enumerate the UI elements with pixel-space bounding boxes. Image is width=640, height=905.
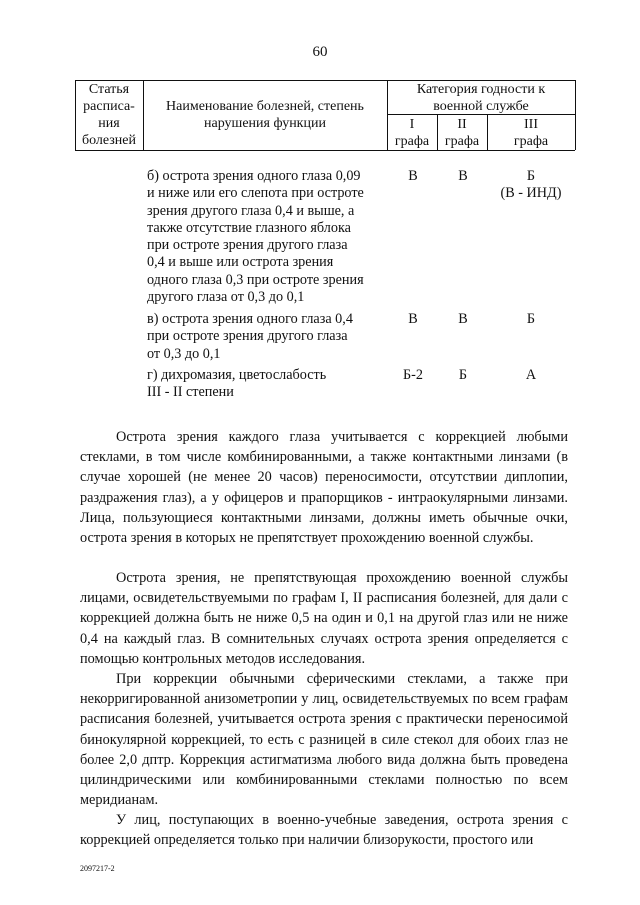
table-row-v-grade-1: В (408, 311, 418, 327)
paragraph-correction: Острота зрения каждого глаза учитывается с коррекцией любыми стеклами, в том числе комбинированными, а также контактными линзами (в случае хорошей (не менее 20 часов) переносимости, отсутствии диплопии, раздражения глаз), а у офицеров и прапорщиков - интраокулярными линзами. Лица, пользующиеся контактными линзами, должны иметь обычные очки, острота зрения в которых не препятствует прохождению военной службы. (80, 429, 568, 547)
paragraph-military-schools: У лиц, поступающих в военно-учебные заведения, острота зрения с коррекцией определяется только при наличии близорукости, простого или (80, 812, 568, 849)
header-article: Статья расписа- ния болезней (81, 82, 137, 148)
table-row-b-grade-2: В (458, 168, 468, 184)
header-column-2: II графа (444, 117, 480, 149)
table-row-v-grade-3: Б (526, 311, 536, 327)
header-column-3: III графа (513, 117, 549, 149)
table-row-b-grade-3: Б (В - ИНД) (500, 168, 562, 202)
paragraph-spherical-correction: При коррекции обычными сферическими стеклами, а также при некорригированной анизометропии у лиц, освидетельствуемых по всем графам расписания болезней, учитывается острота зрения с практически переносимой бинокулярной коррекцией, то есть с разницей в силе стекол для обоих глаз не более 2,0 дптр. Коррекция астигматизма любого вида должна быть проведена цилиндрическими или комбинированными стеклами полностью по всем меридианам. (80, 671, 568, 809)
document-code: 2097217-2 (80, 864, 115, 873)
table-right-border (575, 80, 576, 150)
header-column-1: I графа (394, 117, 430, 149)
table-header (75, 80, 575, 151)
table-row-g-grade-1: Б-2 (403, 367, 423, 383)
table-row-b-grade-1: В (408, 168, 418, 184)
table-row-g-grade-3: А (525, 367, 537, 383)
table-row-g-grade-2: Б (458, 367, 468, 383)
table-row-g-name: г) дихромазия, цветослабость III - II степени (147, 367, 327, 401)
header-name: Наименование болезней, степень нарушения функции (166, 99, 364, 131)
paragraph-acuity-requirements: Острота зрения, не препятствующая прохождению военной службы лицами, освидетельствуемыми по графам I, II расписания болезней, для дали с коррекцией должна быть не ниже 0,5 на один и 0,1 на другой глаз или не ниже 0,4 на каждый глаз. В сомнительных случаях острота зрения определяется с помощью контрольных методов исследования. (80, 570, 568, 667)
page-number: 60 (312, 44, 328, 60)
table-row-v-name: в) острота зрения одного глаза 0,4 при остроте зрения другого глаза от 0,3 до 0,1 (147, 311, 353, 362)
table-row-b-name: б) острота зрения одного глаза 0,09 и ниже или его слепота при остроте зрения другого глаза 0,4 и выше, а также отсутствие глазного яблока при остроте зрения другого глаза 0,4 и выше или острота зрения одного глаза 0,3 при остроте зрения другого глаза от 0,3 до 0,1 (147, 168, 364, 306)
header-category: Категория годности к военной службе (416, 82, 546, 114)
table-row-v-grade-2: В (458, 311, 468, 327)
table-bottom-border (75, 150, 575, 151)
